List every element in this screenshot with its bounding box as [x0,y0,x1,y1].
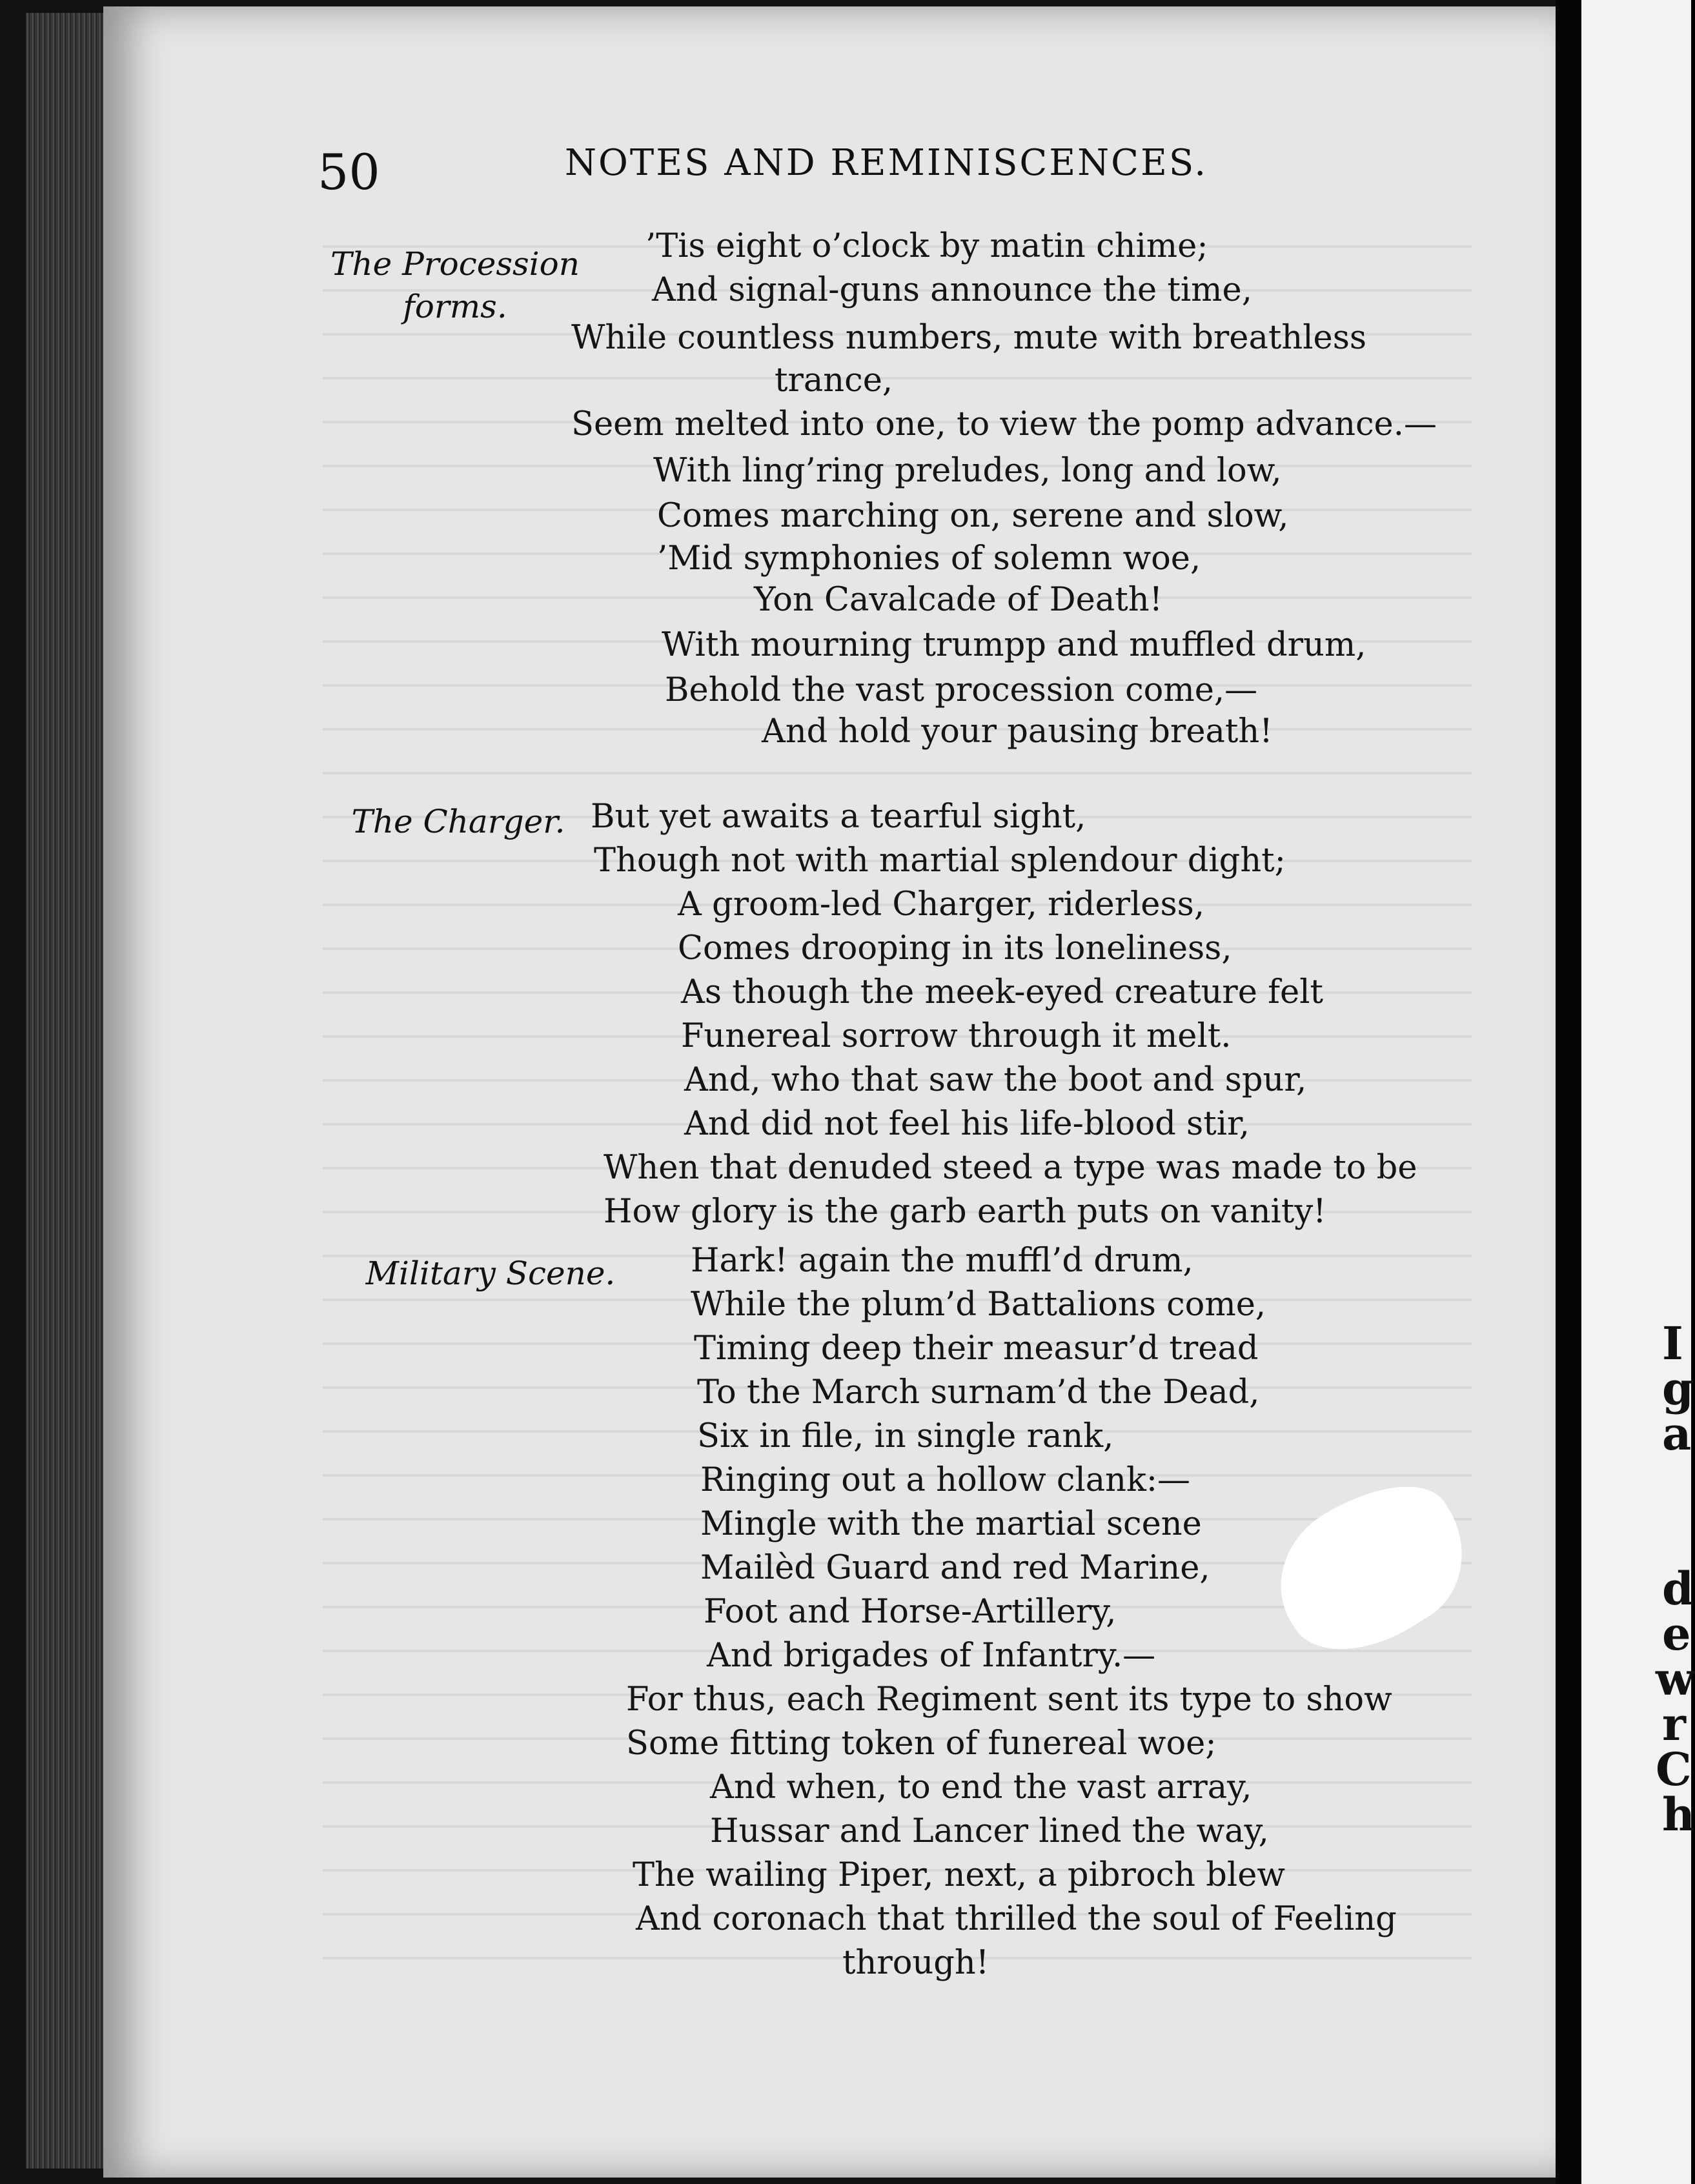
facing-page-fragment: e [1662,1607,1691,1661]
facing-page-fragment: g [1662,1362,1694,1415]
side-note-procession: The Procession forms. [330,245,580,325]
verse-line: And signal-guns announce the time, [652,271,1252,309]
side-note-charger: The Charger. [351,803,565,840]
verse-line: Timing deep their measur’d tread [694,1330,1259,1368]
verse-line: Comes marching on, serene and slow, [657,497,1289,535]
verse-line: Six in file, in single rank, [697,1417,1114,1455]
verse-line: trance, [775,361,893,399]
verse-line: Behold the vast procession come,— [665,671,1258,709]
verse-line: through! [842,1944,990,1982]
verse-line: As though the meek-eyed creature felt [681,973,1324,1011]
facing-page-fragment: d [1662,1562,1694,1615]
verse-line: And when, to end the vast array, [710,1768,1252,1806]
verse-line: Seem melted into one, to view the pomp advance.— [571,405,1437,443]
verse-line: The wailing Piper, next, a pibroch blew [633,1856,1286,1894]
verse-line: Mingle with the martial scene [700,1505,1202,1543]
verse-line: And brigades of Infantry.— [707,1637,1156,1675]
page-number: 50 [318,143,380,201]
verse-line: While the plum’d Battalions come, [691,1286,1266,1324]
facing-page-fragment: C [1656,1743,1692,1796]
facing-page-fragment: a [1662,1407,1692,1461]
verse-line: Comes drooping in its loneliness, [678,929,1232,967]
verse-line: Hark! again the muffl’d drum, [691,1242,1193,1280]
verse-line: While countless numbers, mute with breathless [571,319,1367,357]
verse-line: Foot and Horse-Artillery, [704,1593,1117,1631]
facing-page-fragment: h [1662,1788,1695,1841]
verse-line: And did not feel his life-blood stir, [684,1105,1250,1143]
verse-line: ’Mid symphonies of solemn woe, [657,540,1201,578]
running-head: NOTES AND REMINISCENCES. [565,142,1208,184]
verse-line: To the March surnam’d the Dead, [697,1373,1260,1411]
verse-line: For thus, each Regiment sent its type to show [626,1681,1392,1719]
verse-line: A groom-led Charger, riderless, [678,885,1205,924]
verse-line: And hold your pausing breath! [762,713,1273,751]
verse-line: But yet awaits a tearful sight, [591,798,1086,836]
verse-line: With ling’ring preludes, long and low, [653,452,1282,490]
verse-line: Ringing out a hollow clank:— [700,1461,1191,1499]
verse-line: How glory is the garb earth puts on vanity! [604,1193,1326,1231]
side-note-military: Military Scene. [365,1255,616,1292]
verse-line: Some fitting token of funereal woe; [626,1724,1217,1763]
verse-line: And, who that saw the boot and spur, [684,1061,1307,1099]
verse-line: Hussar and Lancer lined the way, [710,1812,1269,1850]
facing-page-fragment: I [1662,1317,1683,1370]
facing-page-fragment: w [1656,1652,1695,1706]
verse-line: Mailèd Guard and red Marine, [700,1549,1210,1587]
verse-line: With mourning trumpp and muffled drum, [662,626,1366,664]
facing-page-edge [1581,0,1691,2184]
verse-line: And coronach that thrilled the soul of Feeling [636,1900,1397,1938]
verse-line: When that denuded steed a type was made to be [604,1149,1417,1187]
verse-line: Though not with martial splendour dight; [594,842,1286,880]
verse-line: ’Tis eight o’clock by matin chime; [645,227,1208,265]
verse-line: Funereal sorrow through it melt. [681,1017,1232,1055]
verse-line: Yon Cavalcade of Death! [754,581,1163,619]
facing-page-fragment: r [1662,1697,1686,1751]
book-fore-edge [26,13,110,2169]
gutter [1556,0,1581,2184]
